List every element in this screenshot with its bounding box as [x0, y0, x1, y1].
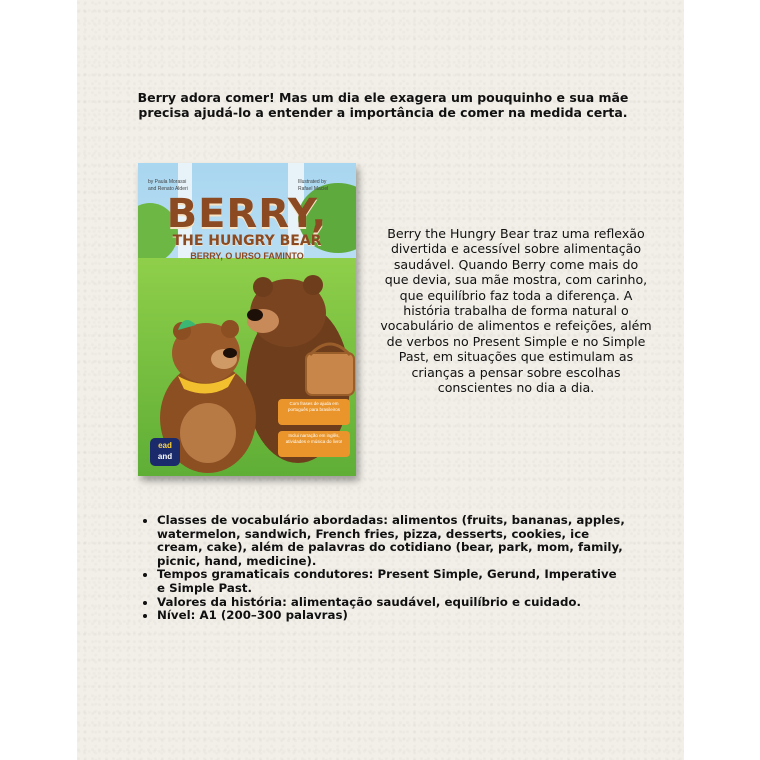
mother-bear-nose — [247, 309, 263, 321]
picnic-basket — [306, 353, 354, 395]
publisher-logo-text-2: and — [157, 452, 173, 461]
fact-vocabulary: • Classes de vocabulário abordadas: alimentos (fruits, bananas, apples, watermelon, sandwich, French fries, pizza, desserts, cookies, ice cream, cake), além de palavras do cotidiano (bear, park, mom, family, picnic, hand, medicine). — [157, 514, 627, 568]
berry-bear-belly — [180, 403, 236, 463]
cover-title: BERRY, — [166, 191, 328, 237]
berry-bear-nose — [223, 348, 237, 358]
book-description: Berry the Hungry Bear traz uma reflexão divertida e acessível sobre alimentação saudável. Quando Berry come mais do que devia, sua mãe mostra, com carinho, que equilíbrio faz toda a diferença. A história trabalha de forma natural o vocabulário de alimentos e refeições, além de verbos no Present Simple e no Simple Past, em situações que estimulam as crianças a pensar sobre escolhas conscientes no dia a dia. — [380, 226, 652, 396]
publisher-logo-text-1: ead — [158, 441, 172, 450]
fact-level: • Nível: A1 (200–300 palavras) — [157, 609, 627, 623]
cover-illustrator: Illustrated by Rafael Maciel — [298, 179, 329, 192]
mother-bear-ear — [253, 277, 273, 297]
cover-subtitle: THE HUNGRY BEAR — [172, 233, 322, 249]
book-cover — [138, 163, 356, 476]
cover-badge-text-1: Com frases de ajuda em português para brasileiros — [287, 401, 341, 412]
fact-grammar: • Tempos gramaticais condutores: Present Simple, Gerund, Imperative e Simple Past. — [157, 568, 627, 595]
intro-text: Berry adora comer! Mas um dia ele exagera um pouquinho e sua mãe precisa ajudá-lo a entender a importância de comer na medida certa. — [137, 90, 629, 120]
mother-bear-ear — [303, 275, 323, 295]
facts-list — [140, 514, 627, 623]
berry-bear-ear — [221, 320, 239, 338]
cover-title-pt: BERRY, O URSO FAMINTO — [190, 251, 304, 261]
cover-authors: by Paula Morassi and Renato Alderi — [148, 179, 188, 192]
fact-values: • Valores da história: alimentação saudável, equilíbrio e cuidado. — [157, 596, 627, 610]
cover-badge-text-2: Inclui narração em inglês, atividades e música do livro! — [285, 433, 343, 444]
